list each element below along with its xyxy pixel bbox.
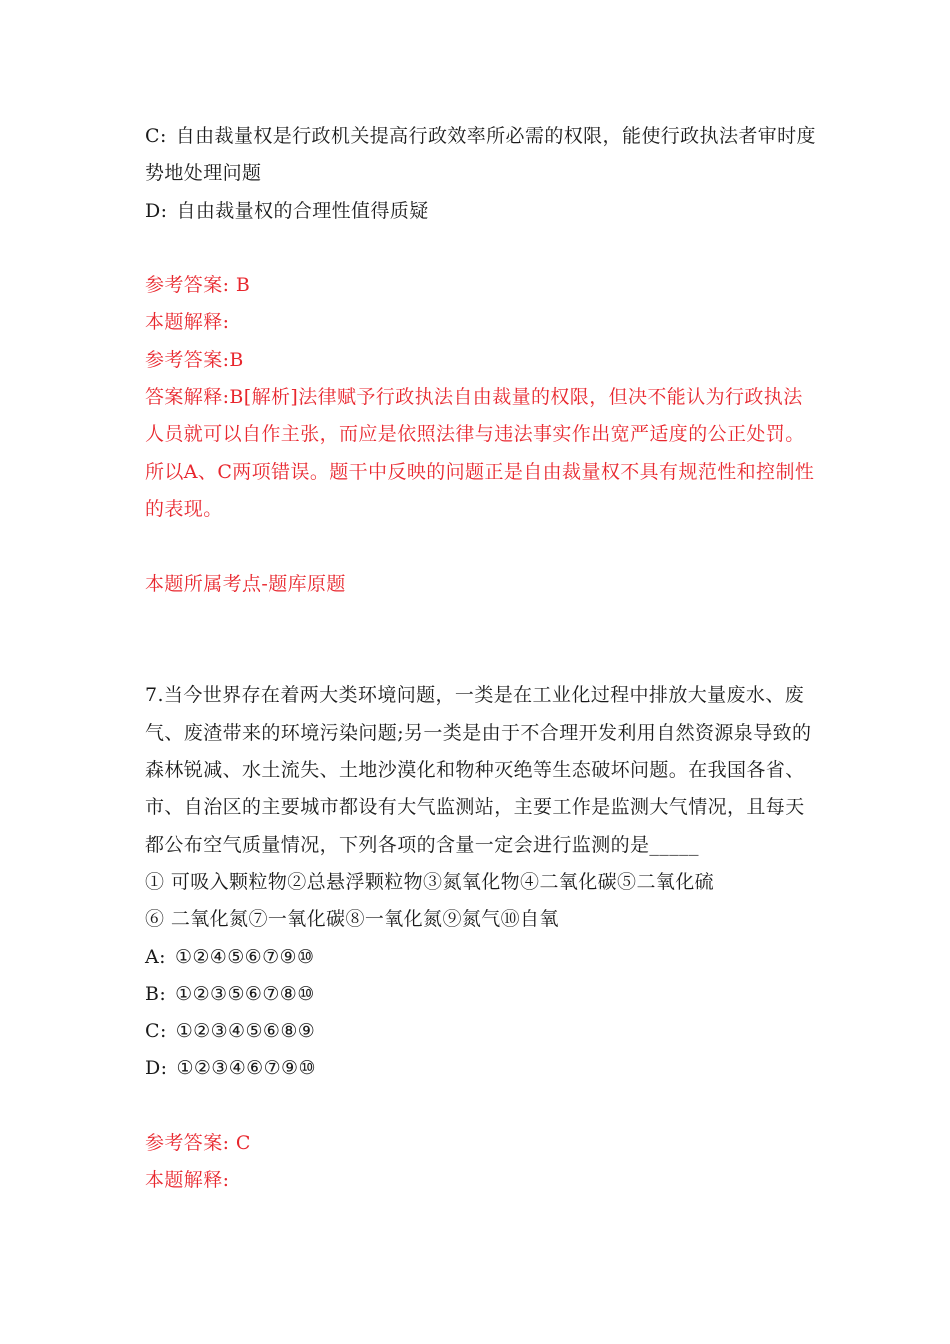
option-d-value: ①②③④⑥⑦⑨⑩ xyxy=(176,1057,316,1080)
option-b-value: ①②③⑤⑥⑦⑧⑩ xyxy=(175,982,315,1005)
option-d xyxy=(145,193,845,230)
spacer xyxy=(145,640,845,677)
reference-answer-repeat: 参考答案:B xyxy=(145,348,244,371)
explanation-line: 所以A、C两项错误。题干中反映的问题正是自由裁量权不具有规范性和控制性 xyxy=(145,460,815,483)
reference-answer: 参考答案: C xyxy=(145,1132,251,1155)
option-c-continued: 势地处理问题 xyxy=(145,162,262,185)
option-c xyxy=(145,1013,845,1050)
explanation-line: 人员就可以自作主张，而应是依照法律与违法事实作出宽严适度的公正处罚。 xyxy=(145,423,805,446)
option-c-text: 自由裁量权是行政机关提高行政效率所必需的权限，能使行政执法者审时度 xyxy=(175,125,816,147)
option-d-label: D: xyxy=(145,1057,168,1080)
option-c-label: C: xyxy=(145,1020,167,1043)
option-d-label: D: xyxy=(145,199,168,222)
question-stem-line: 气、废渣带来的环境污染问题;另一类是由于不合理开发利用自然资源泉导致的 xyxy=(145,721,812,744)
option-c xyxy=(145,118,845,155)
explanation-line: 答案解释:B[解析]法律赋予行政执法自由裁量的权限，但决不能认为行政执法 xyxy=(145,386,803,409)
page-content xyxy=(145,118,845,1200)
question-stem-line: 市、自治区的主要城市都设有大气监测站，主要工作是监测大气情况，且每天 xyxy=(145,796,805,819)
option-a xyxy=(145,939,845,976)
spacer xyxy=(145,1088,845,1125)
question-items-line: ① 可吸入颗粒物②总悬浮颗粒物③氮氧化物④二氧化碳⑤二氧化硫 xyxy=(145,870,715,893)
option-c-label: C: xyxy=(145,125,167,147)
spacer xyxy=(145,603,845,640)
question-items-line: ⑥ 二氧化氮⑦一氧化碳⑧一氧化氮⑨氮气⑩自氧 xyxy=(145,908,559,931)
spacer xyxy=(145,528,845,565)
reference-answer: 参考答案: B xyxy=(145,274,251,297)
explanation-heading: 本题解释: xyxy=(145,1169,230,1192)
option-b-label: B: xyxy=(145,982,167,1005)
option-b xyxy=(145,976,845,1013)
knowledge-point: 本题所属考点-题库原题 xyxy=(145,572,346,595)
option-a-value: ①②④⑤⑥⑦⑨⑩ xyxy=(174,945,315,968)
spacer xyxy=(145,230,845,267)
option-d-text: 自由裁量权的合理性值得质疑 xyxy=(176,199,429,222)
option-d xyxy=(145,1050,845,1087)
option-a-label: A: xyxy=(145,945,166,968)
explanation-heading: 本题解释: xyxy=(145,311,230,334)
question-stem-line: 森林锐减、水土流失、土地沙漠化和物种灭绝等生态破坏问题。在我国各省、 xyxy=(145,759,805,782)
option-c-value: ①②③④⑤⑥⑧⑨ xyxy=(175,1020,316,1043)
explanation-line: 的表现。 xyxy=(145,497,223,520)
question-stem-line: 7.当今世界存在着两大类环境问题，一类是在工业化过程中排放大量废水、废 xyxy=(145,684,805,707)
question-stem-line: 都公布空气质量情况，下列各项的含量一定会进行监测的是_____ xyxy=(145,833,699,856)
